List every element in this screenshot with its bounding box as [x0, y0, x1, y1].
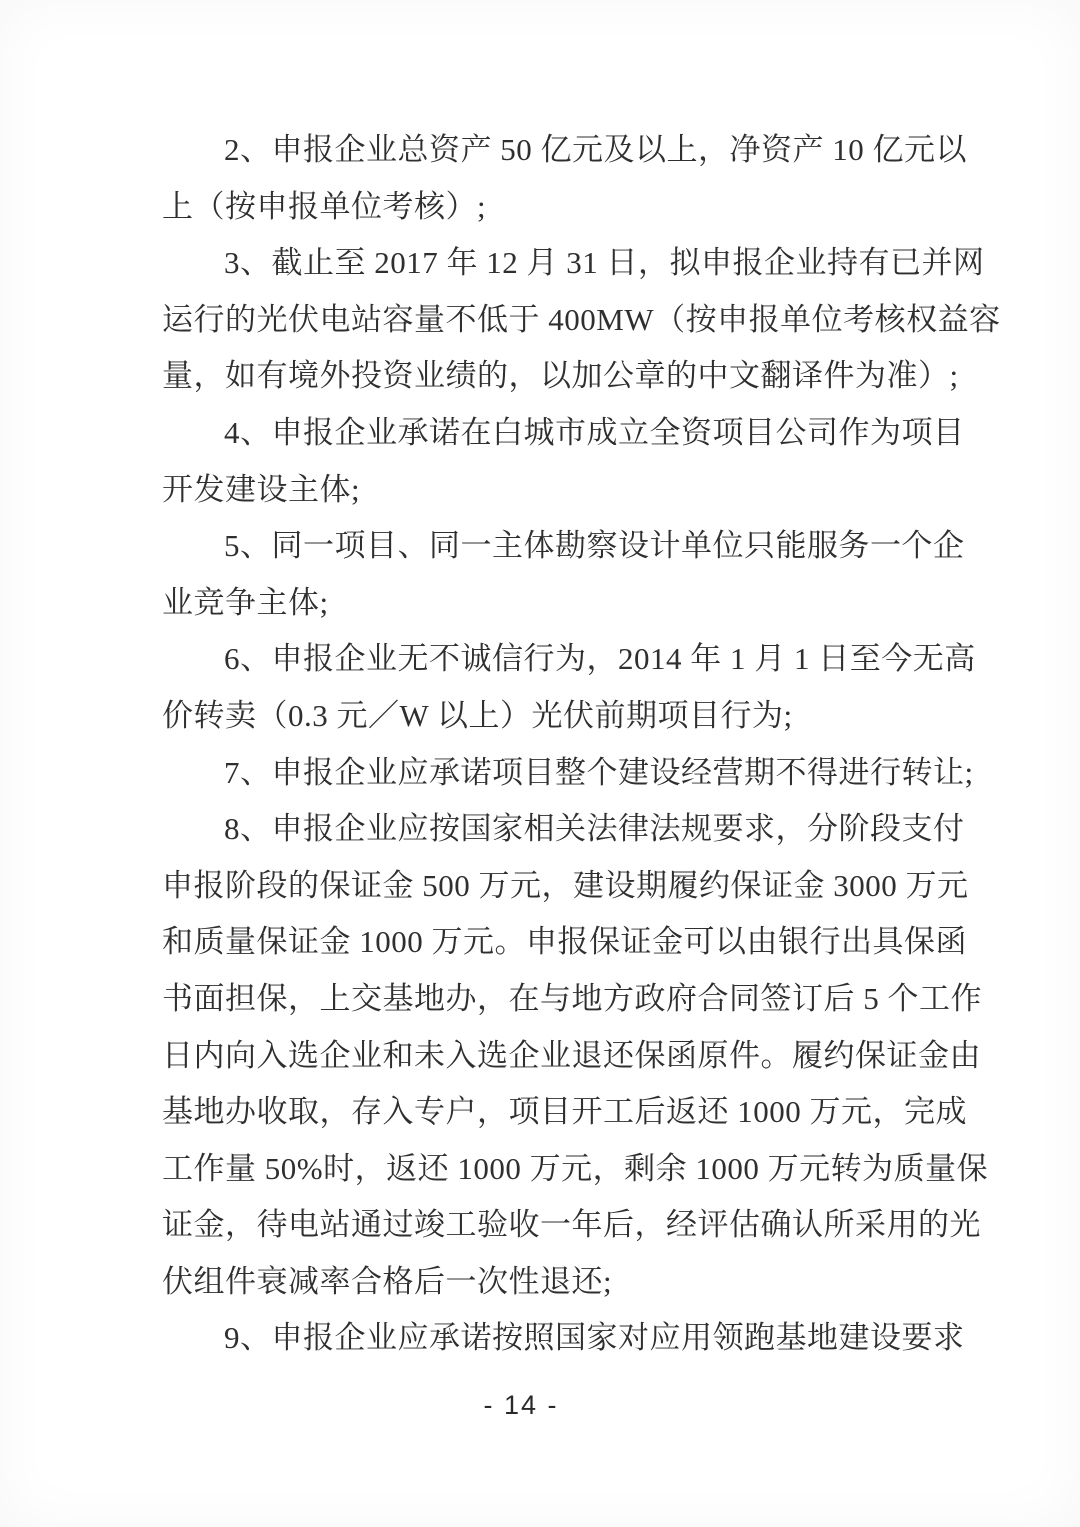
text-line: 申报阶段的保证金 500 万元，建设期履约保证金 3000 万元 — [162, 867, 969, 903]
text-line: 伏组件衰减率合格后一次性退还; — [162, 1263, 613, 1299]
text-line: 工作量 50%时，返还 1000 万元，剩余 1000 万元转为质量保 — [162, 1150, 989, 1186]
text-line: 上（按申报单位考核）; — [162, 188, 487, 224]
text-line: 书面担保，上交基地办，在与地方政府合同签订后 5 个工作 — [162, 980, 982, 1016]
text-line: 基地办收取，存入专户，项目开工后返还 1000 万元，完成 — [162, 1094, 967, 1130]
text-line: 4、申报企业承诺在白城市成立全资项目公司作为项目 — [224, 414, 965, 450]
text-line: 6、申报企业无不诚信行为，2014 年 1 月 1 日至今无高 — [224, 641, 976, 677]
text-line: 7、申报企业应承诺项目整个建设经营期不得进行转让; — [224, 754, 974, 790]
text-line: 量，如有境外投资业绩的，以加公章的中文翻译件为准）; — [162, 358, 959, 394]
text-line: 日内向入选企业和未入选企业退还保函原件。履约保证金由 — [162, 1037, 981, 1073]
text-line: 和质量保证金 1000 万元。申报保证金可以由银行出具保函 — [162, 924, 967, 960]
text-line: 开发建设主体; — [162, 471, 361, 507]
text-line: 2、申报企业总资产 50 亿元及以上，净资产 10 亿元以 — [224, 132, 967, 167]
text-line: 9、申报企业应承诺按照国家对应用领跑基地建设要求 — [224, 1320, 965, 1356]
text-line: 3、截止至 2017 年 12 月 31 日，拟申报企业持有已并网 — [224, 245, 985, 281]
text-line: 运行的光伏电站容量不低于 400MW（按申报单位考核权益容 — [162, 301, 1001, 337]
text-line: 证金，待电站通过竣工验收一年后，经评估确认所采用的光 — [162, 1207, 981, 1243]
text-line: 业竞争主体; — [162, 584, 329, 620]
text-line: 5、同一项目、同一主体勘察设计单位只能服务一个企 — [224, 528, 965, 564]
page-number: - 14 - — [483, 1390, 559, 1420]
text-line: 8、申报企业应按国家相关法律法规要求，分阶段支付 — [224, 811, 965, 847]
document-content — [162, 122, 1001, 1367]
text-line: 价转卖（0.3 元／W 以上）光伏前期项目行为; — [162, 697, 793, 733]
